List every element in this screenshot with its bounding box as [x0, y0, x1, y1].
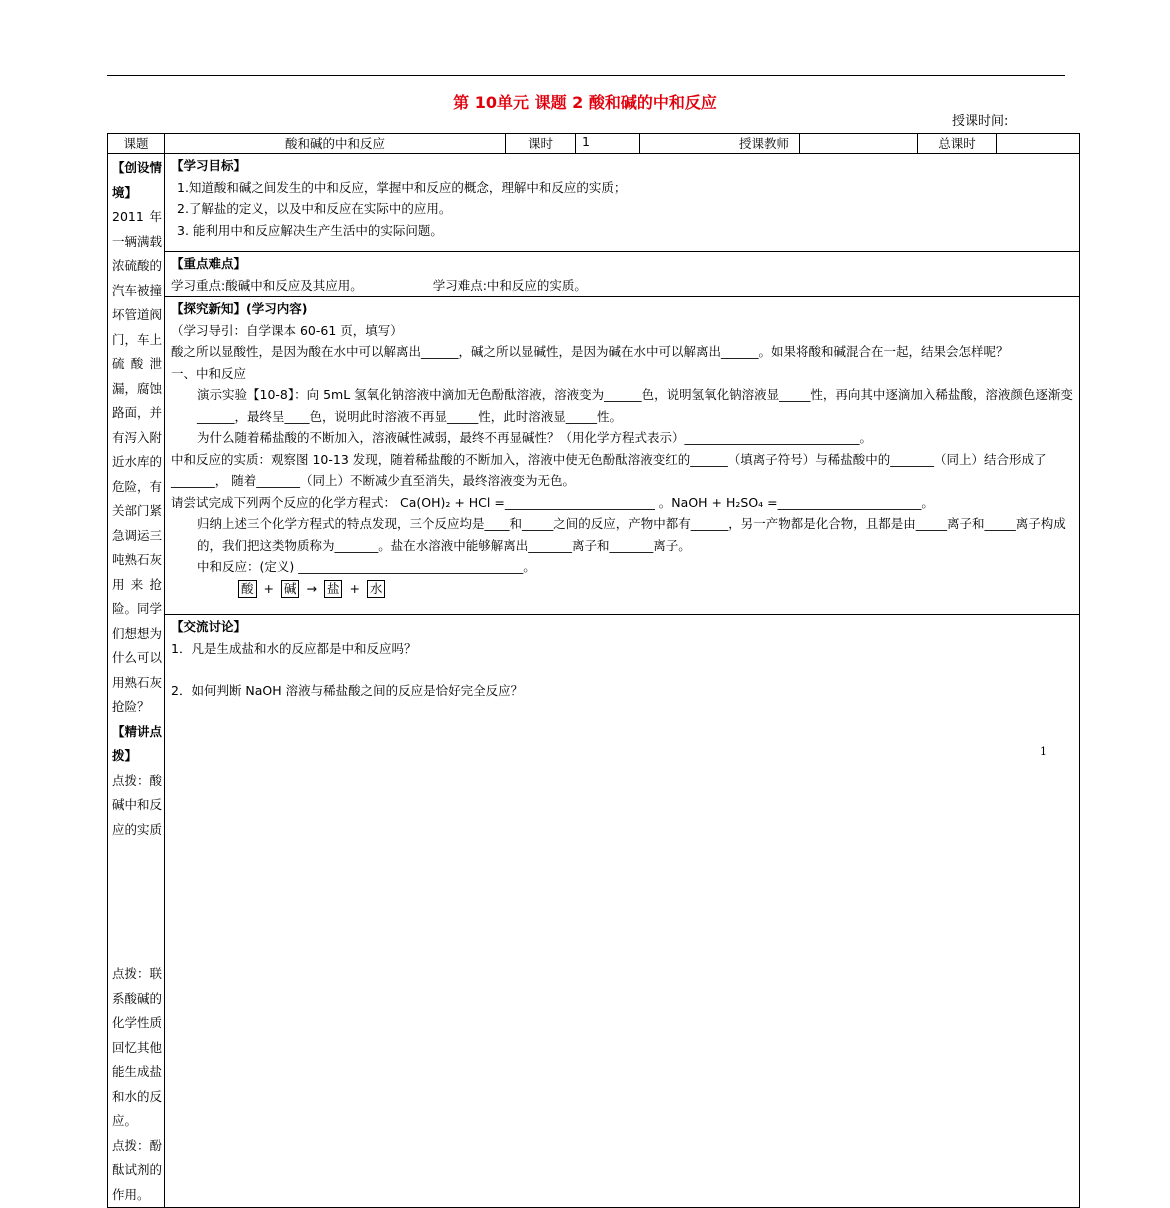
explore-p1: 酸之所以显酸性，是因为酸在水中可以解离出______，碱之所以显碱性，是因为碱在水中可以解离出______。如果将酸和碱混合在一起，结果会怎样呢？: [171, 344, 1009, 359]
eq-base-box: 碱: [281, 580, 300, 598]
goals-section: [165, 154, 1080, 252]
goal-item: 3. 能利用中和反应解决生产生活中的实际问题。: [177, 222, 443, 238]
eq-plus: +: [349, 580, 360, 596]
header-row: [108, 134, 1080, 154]
left-spacer: [112, 842, 162, 962]
keypoints-line: [171, 275, 1075, 297]
explore-p6: 归纳上述三个化学方程式的特点发现，三个反应均是____和_____之间的反应，产物中都有______，另一产物都是化合物，且都是由_____离子和_____离子构成的，我们把这类物质称为_______。盐在水溶液中能够解离出_______离子和_______离子。: [197, 516, 1066, 553]
keypoints-heading: 【重点难点】: [171, 256, 247, 271]
explore-p5: 请尝试完成下列两个反应的化学方程式： Ca(OH)₂ + HCl =________________________ 。NaOH + H₂SO₄ =_______________________。: [171, 494, 934, 510]
scenario-text: 2011 年一辆满载浓硫酸的汽车被撞坏管道阀门，车上硫酸泄漏，腐蚀路面，并有泻入附近水库的危险，有关部门紧急调运三吨熟石灰用来抢险。同学们想想为什么可以用熟石灰抢险？: [112, 209, 163, 714]
tips-heading: 【精讲点拨】: [112, 723, 163, 763]
discussion-q1: 1．凡是生成盐和水的反应都是中和反应吗？: [171, 640, 417, 656]
goal-item: 1.知道酸和碱之间发生的中和反应，掌握中和反应的概念，理解中和反应的实质；: [177, 179, 627, 195]
left-column: [108, 154, 165, 1208]
page-number: 1: [1040, 745, 1047, 758]
eq-acid-box: 酸: [238, 580, 257, 598]
discussion-heading: 【交流讨论】: [171, 619, 247, 634]
focus-text: 学习重点:酸碱中和反应及其应用。: [171, 277, 363, 293]
document-title: 第 10单元 课题 2 酸和碱的中和反应: [453, 93, 717, 112]
keypoints-section: [165, 252, 1080, 297]
difficulty-text: 学习难点:中和反应的实质。: [432, 277, 587, 293]
total-value: [997, 134, 1080, 154]
eq-arrow: →: [306, 580, 317, 596]
explore-p3: 为什么随着稀盐酸的不断加入，溶液碱性减弱，最终不再显碱性？（用化学方程式表示）____________________________。: [197, 430, 873, 445]
discussion-gap: [171, 659, 1075, 680]
eq-water-box: 水: [367, 580, 386, 598]
lesson-table: [107, 133, 1080, 1208]
teacher-value: [800, 134, 918, 154]
goals-heading: 【学习目标】: [171, 158, 247, 173]
scenario-heading: 【创设情境】: [112, 160, 163, 200]
discussion-section: [165, 615, 1080, 1208]
explore-p2: 演示实验【10-8】：向 5mL 氢氧化钠溶液中滴加无色酚酞溶液，溶液变为______色，说明氢氧化钠溶液显_____性，再向其中逐滴加入稀盐酸，溶液颜色逐渐变______，最终呈____色，说明此时溶液不再显_____性，此时溶液显_____性。: [197, 387, 1073, 424]
explore-p7: 中和反应：(定义) ____________________________________。: [197, 559, 536, 574]
explore-section: [165, 297, 1080, 615]
keypoints-row: [108, 252, 1080, 297]
teach-time-label: 授课时间:: [952, 114, 1009, 129]
lesson-label: 课时: [506, 134, 576, 154]
top-rule: [107, 75, 1065, 76]
tip-acid-base-properties: 点拨：联系酸碱的化学性质回忆其他能生成盐和水的反应。: [112, 966, 163, 1128]
section-neutralization: 一、中和反应: [171, 365, 247, 381]
explore-heading: 【探究新知】(学习内容): [171, 301, 308, 316]
explore-row: [108, 297, 1080, 615]
total-label: 总课时: [918, 134, 997, 154]
topic-value: 酸和碱的中和反应: [165, 134, 506, 154]
tip-neutralization: 点拨：酸碱中和反应的实质: [112, 772, 163, 837]
lesson-value: 1: [576, 134, 640, 154]
teacher-label-cell: [640, 134, 800, 154]
explore-guide: （学习导引：自学课本 60-61 页，填写）: [171, 322, 403, 338]
goal-item: 2.了解盐的定义，以及中和反应在实际中的应用。: [177, 201, 452, 216]
topic-label: 课题: [108, 134, 165, 154]
discussion-row: [108, 615, 1080, 1208]
eq-plus: +: [263, 580, 274, 596]
tip-phenolphthalein: 点拨：酚酞试剂的作用。: [112, 1137, 163, 1202]
goals-row: [108, 154, 1080, 252]
discussion-q2: 2．如何判断 NaOH 溶液与稀盐酸之间的反应是恰好完全反应？: [171, 683, 524, 698]
word-equation: [171, 578, 1075, 600]
explore-p4: 中和反应的实质：观察图 10-13 发现，随着稀盐酸的不断加入，溶液中使无色酚酞溶液变红的______（填离子符号）与稀盐酸中的_______（同上）结合形成了_______， 随着_______（同上）不断减少直至消失，最终溶液变为无色。: [171, 451, 1047, 488]
teacher-label: 授课教师: [738, 136, 789, 151]
eq-salt-box: 盐: [324, 580, 343, 598]
